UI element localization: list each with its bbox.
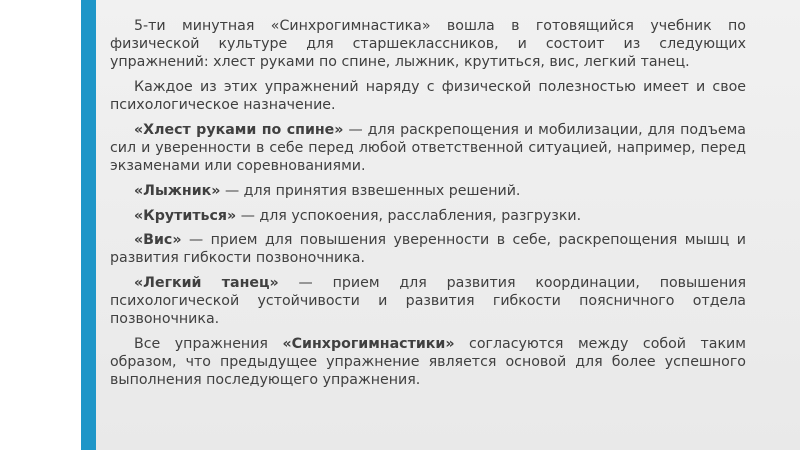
paragraph-conclusion [110,335,746,389]
paragraph-text: 5-ти минутная «Синхрогимнастика» вошла в готовящийся учебник по физической культуре для старшеклассников, и состоит из следующих упражнений: хлест руками по спине, лыжник, крутиться, вис, легкий танец. [110,18,746,71]
exercise-description: — для раскрепощения и мобилизации, для подъема сил и уверенности в себе перед любой ответственной ситуацией, например, перед экзаменами или соревнованиями. [110,121,746,175]
exercise-name: «Хлест руками по спине» [134,121,344,138]
exercise-name: «Легкий танец» [134,275,279,292]
paragraph-intro [110,17,746,71]
paragraph-exercise-dance [110,274,746,328]
paragraph-text: согласуются между собой таким образом, что предыдущее упражнение является основой для более успешного выполнения последующего упражнения. [110,336,746,389]
slide-body-text [110,17,746,396]
paragraph-exercise-hang [110,231,746,267]
accent-bar [81,0,96,450]
exercise-description: — для успокоения, расслабления, разгрузки. [236,207,582,224]
exercise-description: — для принятия взвешенных решений. [220,182,521,199]
exercise-name: «Вис» [134,232,182,249]
paragraph-text: Каждое из этих упражнений наряду с физической полезностью имеет и свое психологическое назначение. [110,78,746,114]
paragraph-exercise-spin [110,207,746,225]
exercise-description: — прием для развития координации, повышения психологической устойчивости и развития гибкости поясничного отдела позвоночника. [110,275,746,328]
side-panel [0,0,81,450]
paragraph-purpose [110,78,746,114]
paragraph-exercise-skier [110,182,746,200]
exercise-name: «Лыжник» [134,182,221,199]
exercise-description: — прием для повышения уверенности в себе, раскрепощения мышц и развития гибкости позвоночника. [110,232,746,267]
paragraph-exercise-whip [110,121,746,175]
paragraph-bold: «Синхрогимнастики» [282,336,455,353]
exercise-name: «Крутиться» [134,207,237,224]
paragraph-text-lead: Все упражнения [134,336,283,353]
